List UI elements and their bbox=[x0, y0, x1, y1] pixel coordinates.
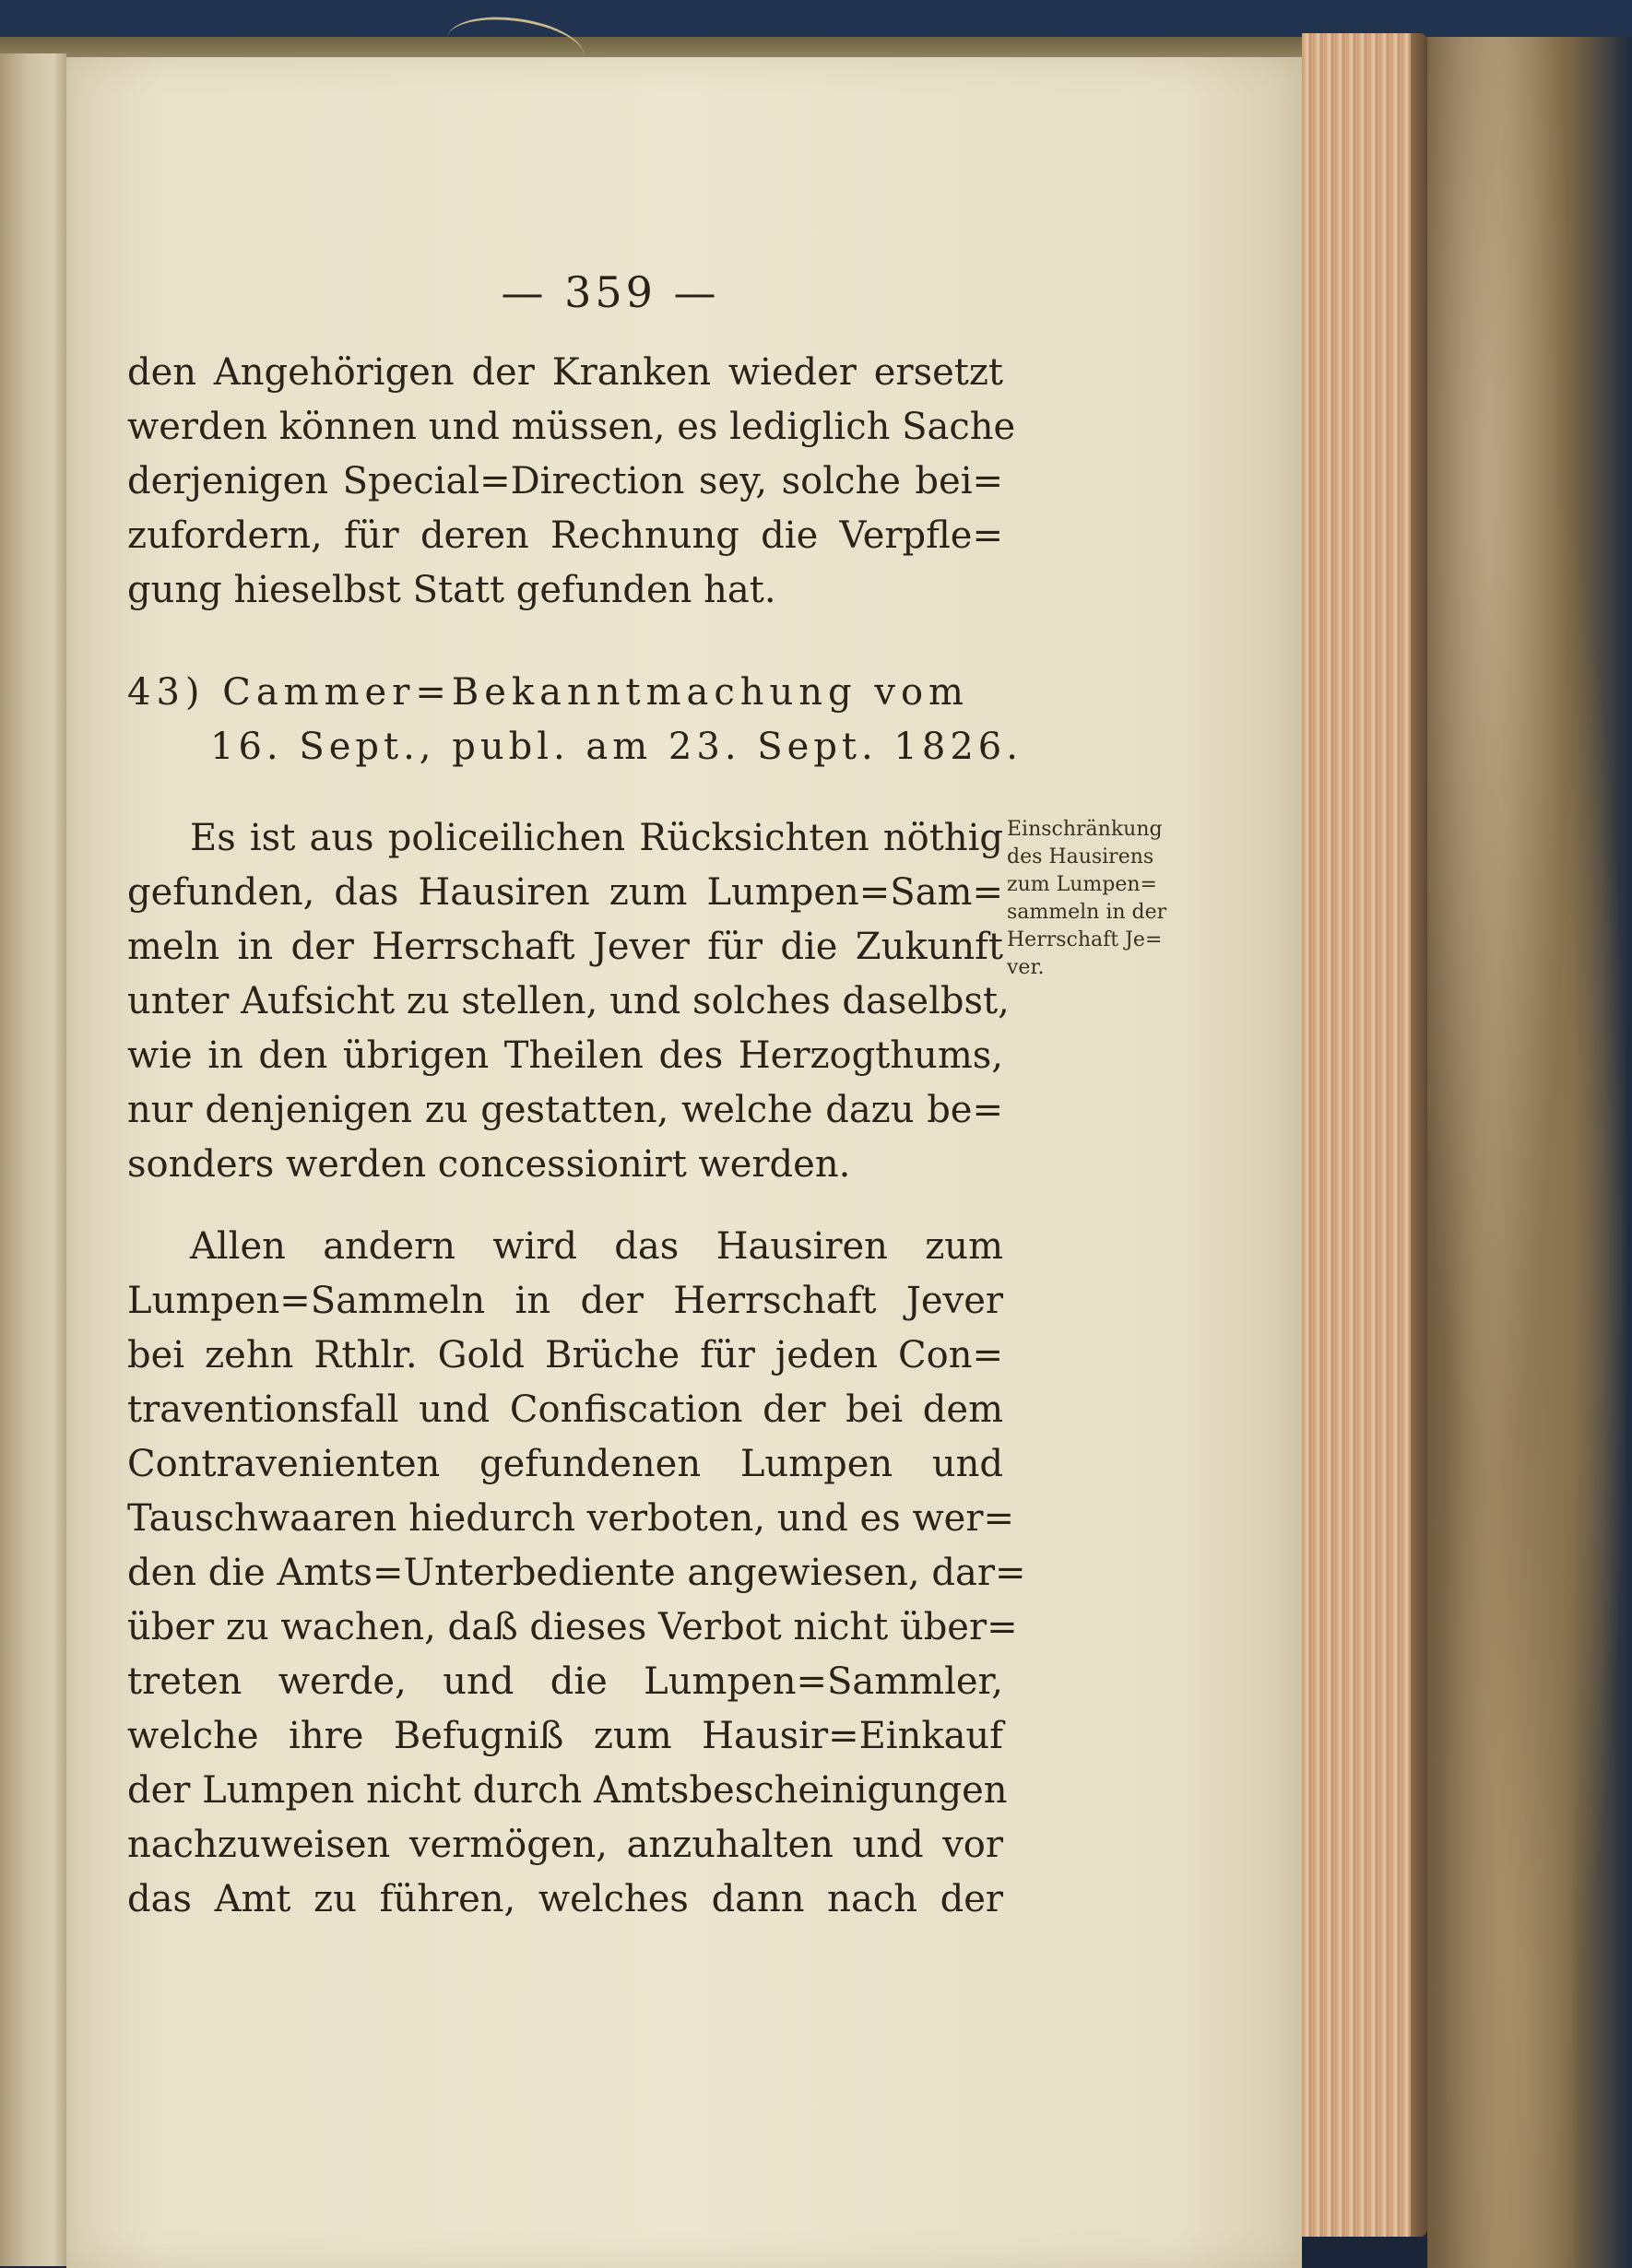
text-line: unter Aufsicht zu stellen, und solches daselbst, bbox=[127, 980, 1010, 1022]
paragraph-2 bbox=[127, 811, 1010, 1192]
page-edges bbox=[1302, 33, 1422, 2237]
text-line: Lumpen=Sammeln in der Herrschaft Jever bbox=[127, 1280, 1003, 1322]
marginal-note bbox=[1007, 816, 1219, 982]
text-line: Contravenienten gefundenen Lumpen und bbox=[127, 1443, 1003, 1485]
text-line: gung hieselbst Statt gefunden hat. bbox=[127, 569, 776, 611]
text-line: wie in den übrigen Theilen des Herzogthums, bbox=[127, 1034, 1003, 1077]
text-line: treten werde, und die Lumpen=Sammler, bbox=[127, 1660, 1003, 1703]
marbled-cover bbox=[1427, 37, 1632, 2268]
text-line: das Amt zu führen, welches dann nach der bbox=[127, 1878, 1003, 1920]
verso-page-edge bbox=[0, 53, 68, 2266]
text-line: werden können und müssen, es lediglich Sache bbox=[127, 406, 1016, 448]
text-line: traventionsfall und Confiscation der bei dem bbox=[127, 1388, 1003, 1431]
text-line: den die Amts=Unterbediente angewiesen, dar= bbox=[127, 1552, 1026, 1594]
marginal-line: sammeln in der bbox=[1007, 901, 1167, 924]
text-line: nachzuweisen vermögen, anzuhalten und vor bbox=[127, 1824, 1003, 1866]
text-line: den Angehörigen der Kranken wieder ersetzt bbox=[127, 351, 1003, 394]
heading-line: 16. Sept., publ. am 23. Sept. 1826. bbox=[210, 726, 1023, 768]
text-line: zufordern, für deren Rechnung die Verpfle= bbox=[127, 514, 1003, 557]
section-heading bbox=[127, 666, 1023, 774]
marginal-line: des Hausirens bbox=[1007, 845, 1154, 868]
paragraph-1 bbox=[127, 346, 1016, 618]
text-line: Tauschwaaren hiedurch verboten, und es wer= bbox=[127, 1497, 1014, 1540]
marginal-line: Einschränkung bbox=[1007, 818, 1163, 841]
text-line: über zu wachen, daß dieses Verbot nicht über= bbox=[127, 1606, 1018, 1648]
text-line: welche ihre Befugniß zum Hausir=Einkauf bbox=[127, 1715, 1003, 1757]
text-line: Allen andern wird das Hausiren zum bbox=[190, 1225, 1003, 1268]
text-line: Es ist aus policeilichen Rücksichten nöthig bbox=[190, 817, 1003, 859]
text-line: nur denjenigen zu gestatten, welche dazu be= bbox=[127, 1089, 1003, 1131]
text-line: gefunden, das Hausiren zum Lumpen=Sam= bbox=[127, 871, 1003, 914]
paragraph-3 bbox=[127, 1220, 1026, 1927]
text-line: sonders werden concessionirt werden. bbox=[127, 1143, 851, 1186]
marginal-line: zum Lumpen= bbox=[1007, 873, 1157, 896]
heading-line: 43) Cammer=Bekanntmachung vom bbox=[127, 671, 969, 714]
page-number: — 359 — bbox=[501, 267, 720, 317]
text-line: derjenigen Special=Direction sey, solche bei= bbox=[127, 460, 1003, 502]
marginal-line: Herrschaft Je= bbox=[1007, 928, 1163, 951]
marginal-line: ver. bbox=[1007, 956, 1045, 979]
text-line: meln in der Herrschaft Jever für die Zukunft bbox=[127, 926, 1003, 968]
text-line: der Lumpen nicht durch Amtsbescheinigungen bbox=[127, 1769, 1008, 1812]
text-line: bei zehn Rthlr. Gold Brüche für jeden Con= bbox=[127, 1334, 1003, 1376]
